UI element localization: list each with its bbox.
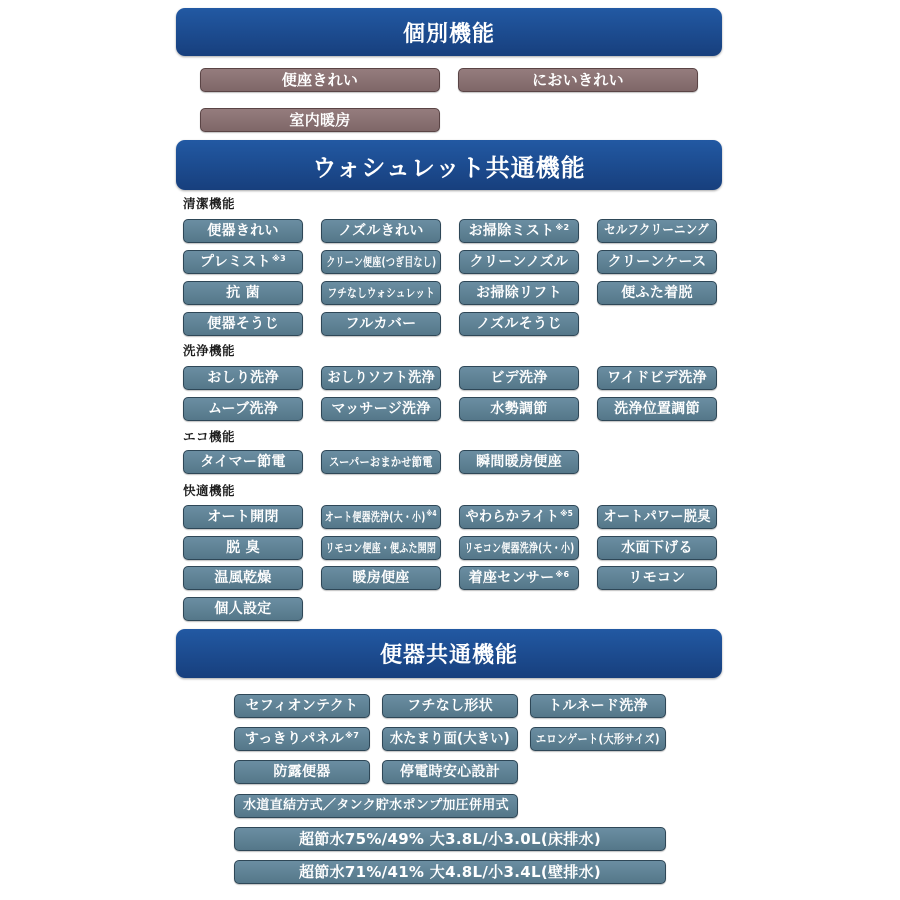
feature-label: お掃除リフト	[476, 285, 562, 301]
header-title: 便器共通機能	[379, 643, 518, 668]
water-saving-floor-drain-badge	[234, 827, 666, 851]
badge-content	[200, 254, 286, 270]
toilet-feature-badge	[234, 694, 370, 718]
feature-label: 便器きれい	[207, 223, 279, 239]
feature-label: 水勢調節	[490, 401, 548, 417]
feature-label: フルカバー	[345, 316, 417, 332]
feature-label: 抗 菌	[226, 285, 260, 301]
washlet-common-features-header	[176, 140, 722, 190]
toilet-common-features-header	[176, 629, 722, 678]
feature-label: クリーンケース	[607, 254, 707, 270]
individual-feature-badge	[200, 108, 440, 132]
feature-label: リモコン便座・便ふた開閉	[325, 540, 437, 555]
feature-label: 防露便器	[273, 764, 331, 781]
feature-label: フチなし形状	[407, 698, 493, 714]
badge-content	[325, 509, 437, 525]
feature-label: オート便器洗浄(大・小)	[324, 510, 426, 524]
badge-content	[469, 570, 570, 586]
feature-label: 着座センサー	[468, 570, 555, 586]
toilet-feature-badge	[530, 727, 666, 751]
feature-label: 室内暖房	[289, 111, 351, 129]
feature-label: ムーブ洗浄	[207, 401, 279, 417]
feature-label: 超節水71%/41% 大4.8L/小3.4L(壁排水)	[298, 862, 602, 881]
feature-label: スーパーおまかせ節電	[329, 455, 433, 469]
comfort-feature-grid	[183, 505, 717, 621]
clean-feature-badge	[183, 250, 303, 274]
wash-feature-badge	[183, 366, 303, 390]
comfort-feature-badge	[321, 566, 441, 590]
feature-label: プレミスト	[200, 254, 271, 270]
toilet-feature-badge	[382, 694, 518, 718]
wash-feature-badge	[321, 397, 441, 421]
clean-feature-badge	[459, 281, 579, 305]
feature-label: 便ふた着脱	[621, 285, 693, 301]
clean-feature-badge	[597, 219, 717, 243]
footnote-mark: ※2	[555, 223, 570, 232]
comfort-feature-badge	[183, 505, 303, 529]
feature-label: トルネード洗浄	[548, 698, 648, 714]
feature-label: 暖房便座	[352, 570, 410, 586]
individual-feature-badge	[200, 68, 440, 92]
wash-feature-badge	[183, 397, 303, 421]
clean-feature-badge	[321, 219, 441, 243]
comfort-feature-badge	[597, 505, 717, 529]
eco-section-label: エコ機能	[183, 429, 236, 444]
eco-feature-badge	[459, 450, 579, 474]
clean-feature-badge	[183, 219, 303, 243]
feature-label: マッサージ洗浄	[331, 401, 431, 417]
feature-label: 洗浄位置調節	[614, 401, 700, 417]
feature-label: クリーンノズル	[469, 254, 569, 270]
water-saving-wall-drain-badge	[234, 860, 666, 884]
water-supply-method-badge	[234, 794, 518, 818]
comfort-feature-badge	[183, 566, 303, 590]
feature-label: 水たまり面(大きい)	[389, 731, 511, 748]
feature-label: すっきりパネル	[244, 731, 345, 748]
clean-feature-badge	[321, 250, 441, 274]
feature-label: 個人設定	[214, 600, 272, 617]
eco-feature-badge	[183, 450, 303, 474]
comfort-feature-badge	[321, 505, 441, 529]
wash-feature-badge	[459, 397, 579, 421]
feature-label: おしりソフト洗浄	[327, 370, 435, 386]
clean-feature-badge	[459, 312, 579, 336]
footnote-mark: ※6	[555, 570, 570, 579]
comfort-feature-badge	[321, 536, 441, 560]
feature-label: ワイドビデ洗浄	[607, 370, 707, 386]
badge-content	[245, 731, 359, 747]
badge-content	[465, 509, 573, 525]
feature-label: 便器そうじ	[207, 316, 279, 332]
wash-section-label: 洗浄機能	[183, 343, 236, 358]
wash-feature-badge	[597, 397, 717, 421]
feature-label: セフィオンテクト	[245, 698, 359, 714]
comfort-section-label: 快適機能	[183, 483, 236, 498]
footnote-mark: ※3	[272, 254, 286, 263]
feature-label: リモコン便器洗浄(大・小)	[463, 540, 575, 555]
feature-label: お掃除ミスト	[468, 223, 555, 239]
feature-label: セルフクリーニング	[604, 223, 710, 238]
feature-label: やわらかライト	[465, 509, 559, 525]
clean-feature-badge	[597, 281, 717, 305]
feature-label: エロンゲート(大形サイズ)	[536, 732, 660, 747]
feature-label: 瞬間暖房便座	[476, 454, 562, 470]
comfort-feature-badge	[183, 597, 303, 621]
comfort-feature-badge	[597, 566, 717, 590]
clean-feature-badge	[321, 281, 441, 305]
comfort-feature-badge	[459, 566, 579, 590]
clean-feature-badge	[321, 312, 441, 336]
clean-feature-badge	[459, 250, 579, 274]
feature-label: おしり洗浄	[207, 370, 279, 386]
eco-feature-grid	[183, 450, 717, 474]
feature-label: ビデ洗浄	[490, 370, 548, 386]
header-title: 個別機能	[402, 21, 495, 47]
footnote-mark: ※4	[426, 509, 438, 518]
clean-feature-badge	[597, 250, 717, 274]
feature-label: オートパワー脱臭	[603, 509, 711, 525]
feature-label: 便座きれい	[281, 71, 359, 89]
clean-feature-badge	[183, 281, 303, 305]
footnote-mark: ※7	[345, 731, 360, 741]
feature-label: 超節水75%/49% 大3.8L/小3.0L(床排水)	[298, 829, 602, 848]
toilet-feature-badge	[234, 760, 370, 784]
badge-content	[469, 223, 570, 239]
wash-feature-badge	[321, 366, 441, 390]
toilet-feature-badge	[530, 694, 666, 718]
toilet-feature-badge	[382, 760, 518, 784]
footnote-mark: ※5	[559, 509, 573, 518]
feature-label: リモコン	[628, 570, 686, 586]
clean-section-label: 清潔機能	[183, 196, 236, 211]
toilet-feature-badge	[382, 727, 518, 751]
toilet-feature-grid	[234, 694, 666, 884]
comfort-feature-badge	[597, 536, 717, 560]
feature-label: フチなしウォシュレット	[327, 286, 435, 300]
comfort-feature-badge	[183, 536, 303, 560]
feature-label: においきれい	[532, 71, 624, 89]
feature-label: 水面下げる	[621, 539, 693, 556]
individual-features-header	[176, 8, 722, 56]
comfort-feature-badge	[459, 536, 579, 560]
clean-feature-badge	[183, 312, 303, 336]
clean-feature-grid	[183, 219, 717, 336]
wash-feature-badge	[459, 366, 579, 390]
feature-label: オート開閉	[207, 509, 279, 525]
wash-feature-badge	[597, 366, 717, 390]
feature-label: ノズルそうじ	[476, 316, 562, 332]
feature-label: 温風乾燥	[214, 570, 272, 586]
feature-label: 水道直結方式／タンク貯水ポンプ加圧併用式	[243, 797, 509, 813]
comfort-feature-badge	[459, 505, 579, 529]
wash-feature-grid	[183, 366, 717, 421]
eco-feature-badge	[321, 450, 441, 474]
toilet-feature-badge	[234, 727, 370, 751]
feature-label: 停電時安心設計	[399, 764, 501, 781]
clean-feature-badge	[459, 219, 579, 243]
individual-feature-badge	[458, 68, 698, 92]
header-title: ウォシュレット共通機能	[312, 153, 586, 182]
feature-label: ノズルきれい	[338, 223, 424, 239]
feature-label: 脱 臭	[226, 539, 260, 556]
feature-label: クリーン便座(つぎ目なし)	[326, 255, 436, 269]
feature-label: タイマー節電	[200, 454, 286, 470]
